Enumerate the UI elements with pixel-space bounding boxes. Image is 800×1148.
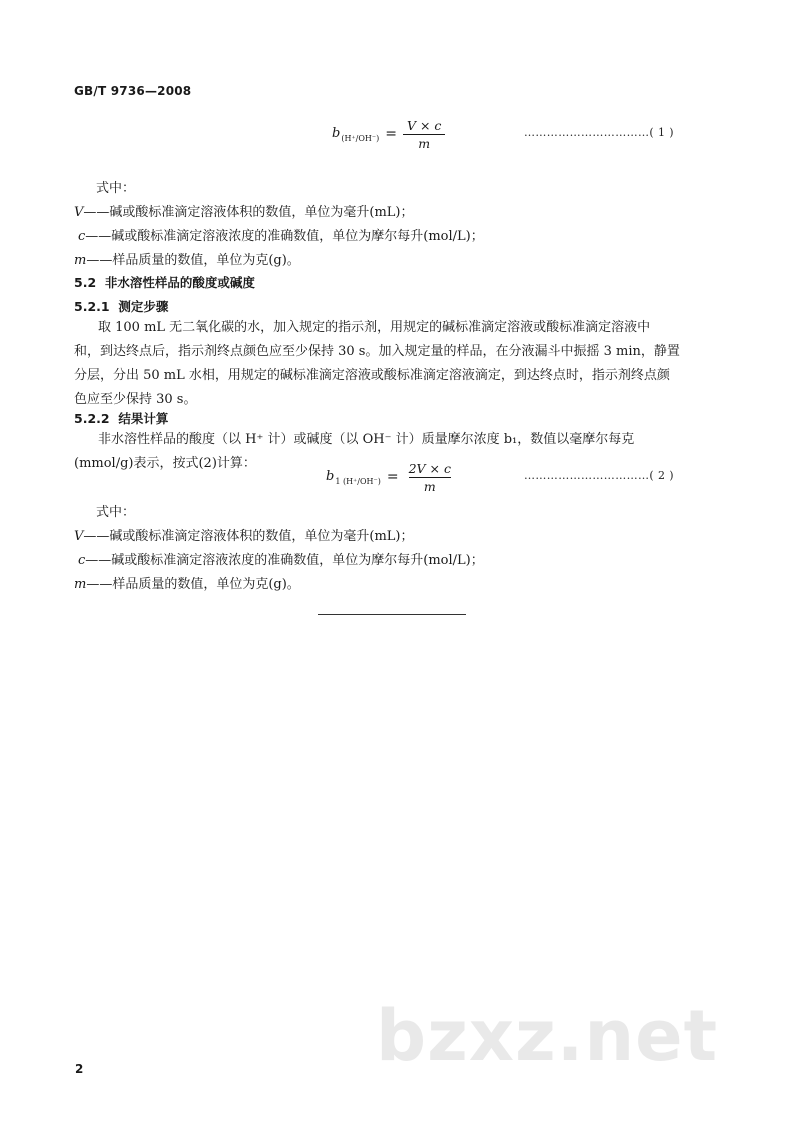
formula-2-leader: ……………………………( 2 ): [524, 469, 674, 482]
formula-2-equals: =: [386, 469, 399, 485]
body-line: (mmol/g)表示，按式(2)计算：: [74, 456, 256, 471]
body-line: 和，到达终点后，指示剂终点颜色应至少保持 30 s。加入规定量的样品，在分液漏斗中振摇 3 min，静置: [74, 344, 680, 359]
body-line: 取 100 mL 无二氧化碳的水，加入规定的指示剂，用规定的碱标准滴定溶液或酸标准滴定溶液中: [98, 320, 651, 335]
page-number: 2: [75, 1062, 84, 1076]
formula-1-denominator: m: [403, 134, 445, 151]
formula-1-fraction: [403, 118, 445, 151]
formula-1-lhs: $b_{(H^+/OH^-)}$: [332, 125, 380, 143]
formula-2-lhs: $b_{1 (H^+/OH^-)}$: [326, 468, 381, 486]
where-2-item-c: c——碱或酸标准滴定溶液浓度的准确数值，单位为摩尔每升(mol/L)；: [78, 553, 484, 568]
section-5-2-2-heading: 5.2.2 结果计算: [74, 411, 169, 426]
where-1-item-c: c——碱或酸标准滴定溶液浓度的准确数值，单位为摩尔每升(mol/L)；: [78, 229, 484, 244]
formula-1-leader: ……………………………( 1 ): [524, 126, 674, 139]
where-1-item-V: V——碱或酸标准滴定溶液体积的数值，单位为毫升(mL)；: [74, 205, 414, 220]
watermark: bzxz.net: [376, 995, 719, 1077]
where-2-item-m: m——样品质量的数值，单位为克(g)。: [74, 577, 300, 592]
body-line: 色应至少保持 30 s。: [74, 392, 197, 407]
where-1-intro: 式中：: [96, 181, 136, 196]
body-line: 分层，分出 50 mL 水相，用规定的碱标准滴定溶液或酸标准滴定溶液滴定，到达终点时，指示剂终点颜: [74, 368, 670, 383]
where-1-item-m: m——样品质量的数值，单位为克(g)。: [74, 253, 300, 268]
formula-1-number: ( 1 ): [649, 126, 674, 139]
section-5-2-heading: 5.2 非水溶性样品的酸度或碱度: [74, 275, 255, 290]
formula-2-denominator: m: [409, 477, 451, 494]
section-5-2-1-heading: 5.2.1 测定步骤: [74, 299, 169, 314]
formula-2-numerator: 2V × c: [408, 460, 451, 476]
formula-1-equals: =: [385, 126, 397, 142]
formula-1: [332, 117, 445, 151]
where-2-item-V: V——碱或酸标准滴定溶液体积的数值，单位为毫升(mL)；: [74, 529, 414, 544]
formula-2-fraction: [405, 461, 455, 494]
section-5-2-1-body: [74, 316, 714, 412]
formula-2-number: ( 2 ): [649, 469, 674, 482]
body-line: 非水溶性样品的酸度（以 H⁺ 计）或碱度（以 OH⁻ 计）质量摩尔浓度 b₁，数值以毫摩尔每克: [98, 432, 635, 447]
standard-code-header: GB/T 9736—2008: [74, 84, 192, 98]
where-2-intro: 式中：: [96, 505, 136, 520]
formula-2: [326, 460, 455, 494]
formula-1-numerator: V × c: [406, 117, 442, 133]
end-divider: [318, 614, 466, 615]
